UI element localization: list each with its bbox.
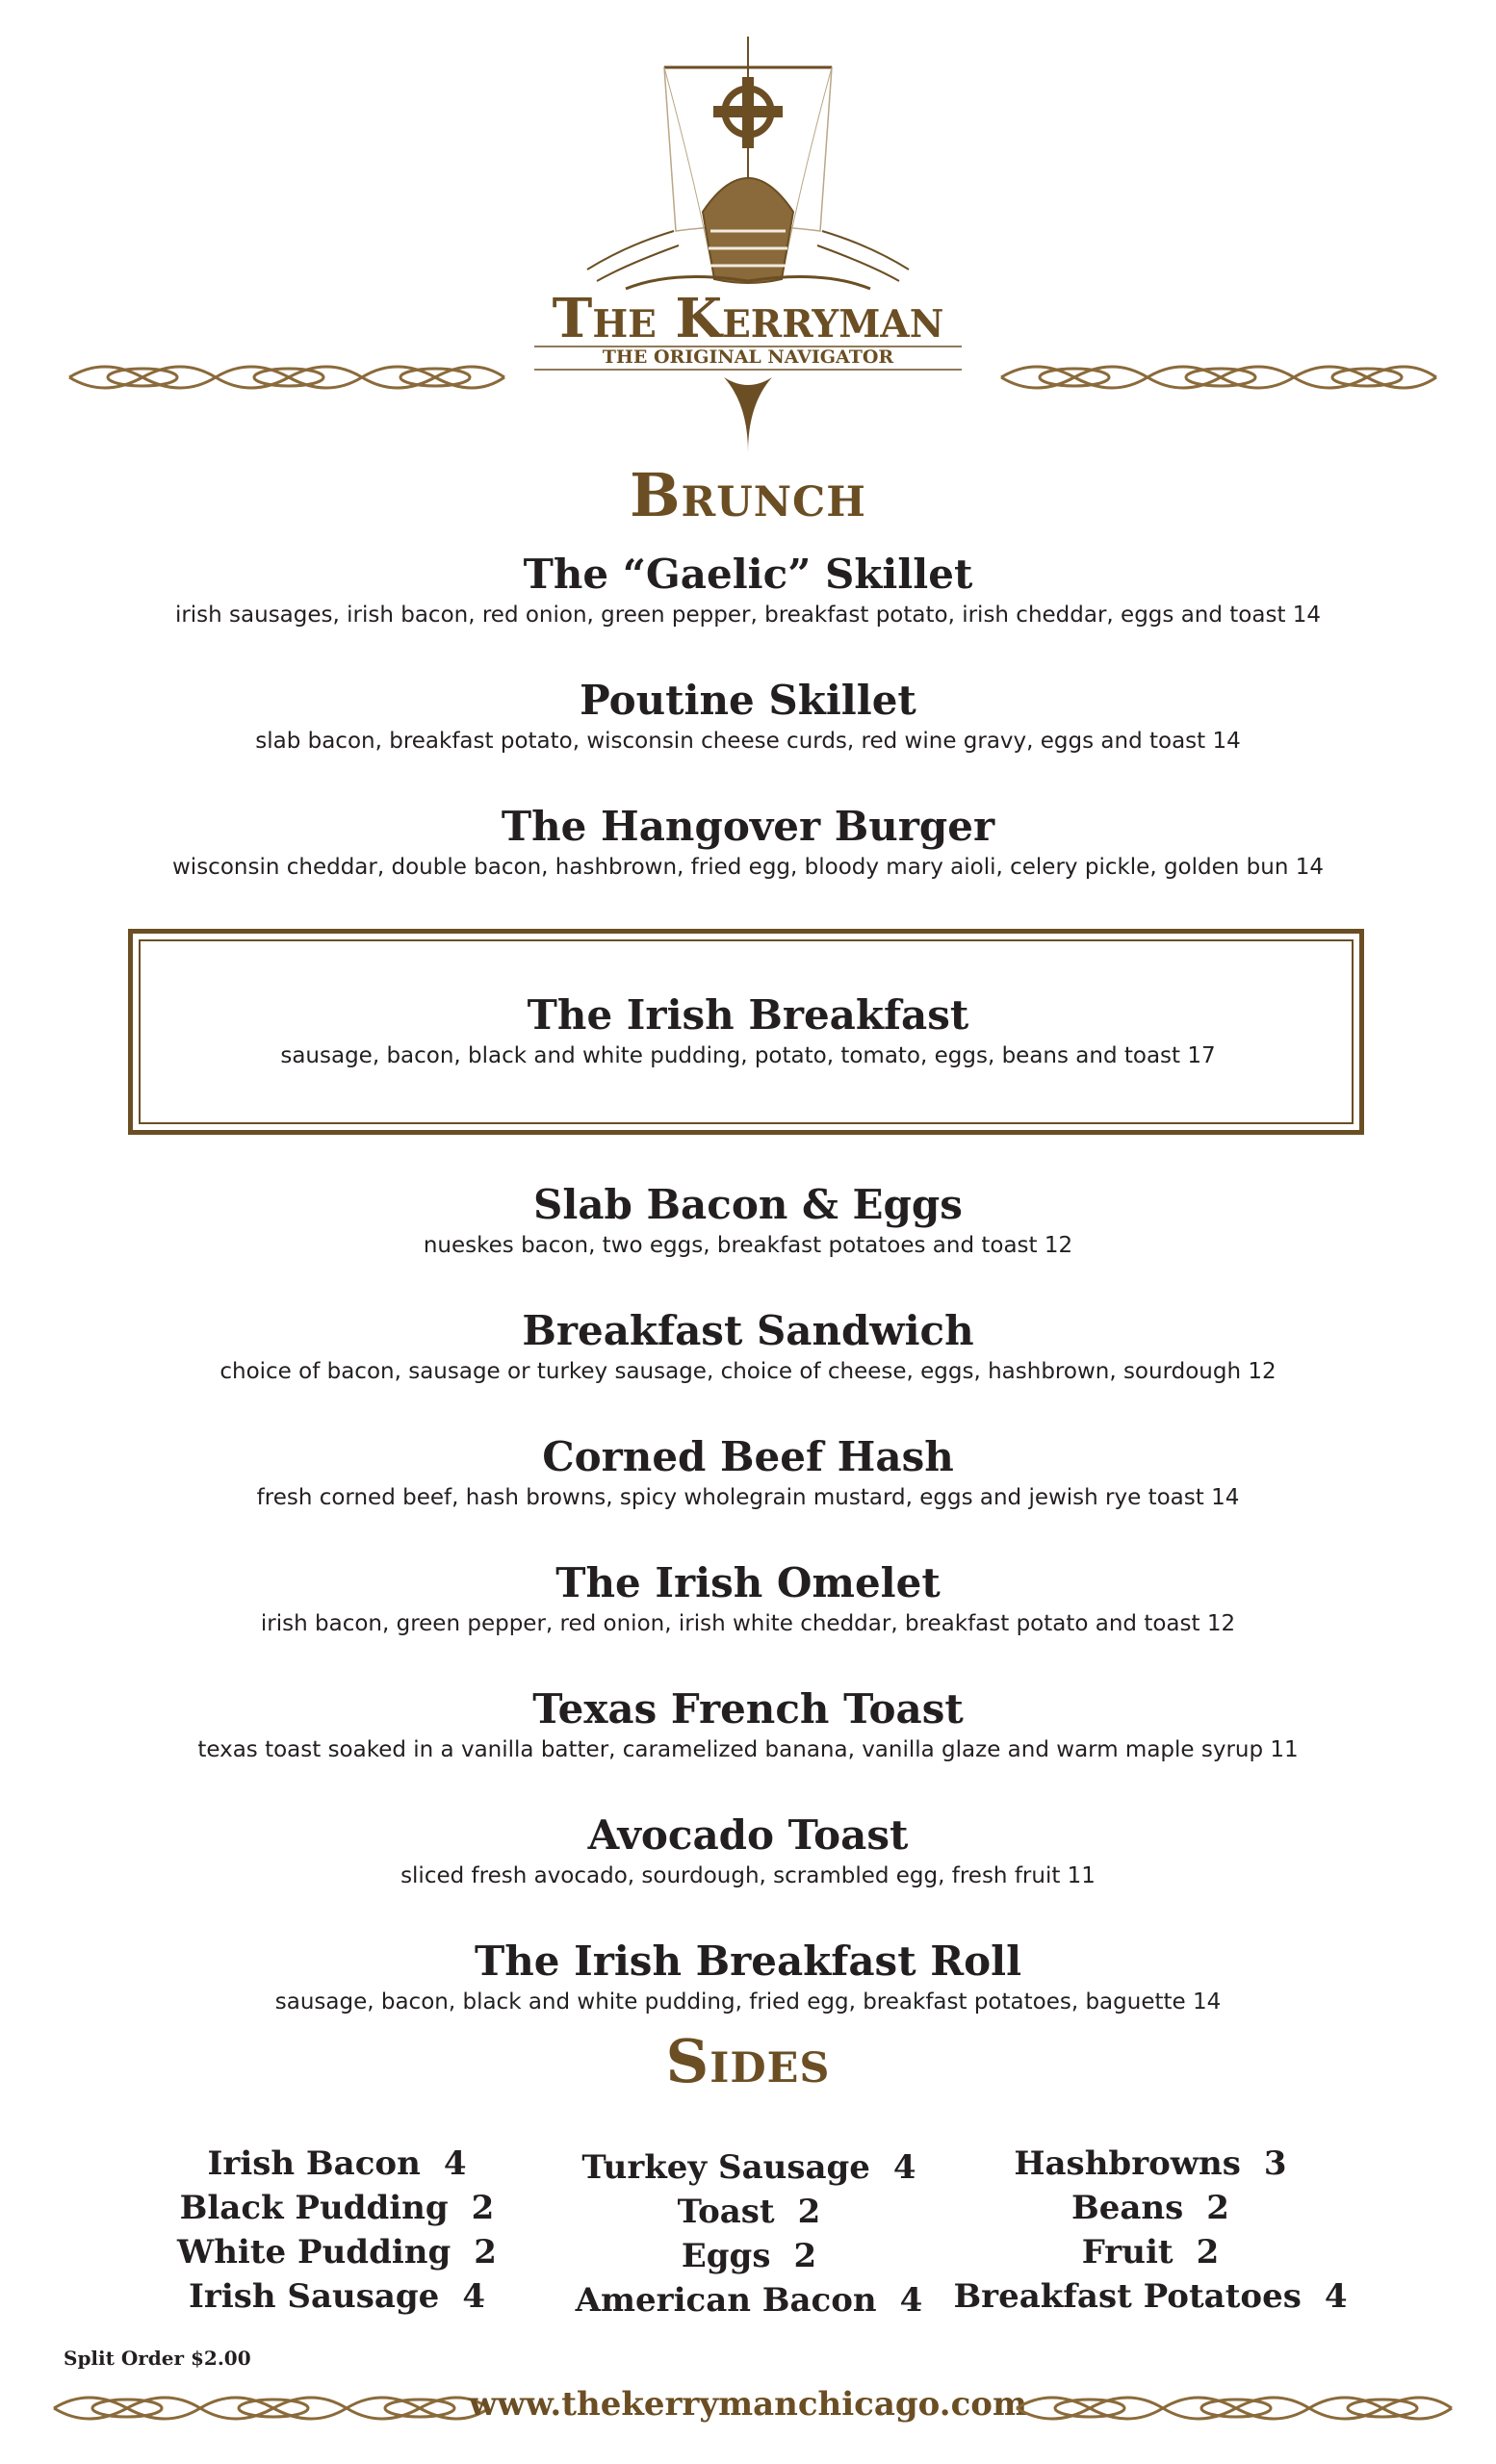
side-item [547, 2190, 951, 2234]
menu-item-name: Texas French Toast [532, 1685, 964, 1732]
celtic-knot-ornament [997, 356, 1440, 398]
split-order-note: Split Order $2.00 [64, 2347, 251, 2370]
side-item-name: Turkey Sausage [581, 2148, 870, 2187]
menu-item [0, 1811, 1496, 1890]
side-item-price: 2 [474, 2233, 497, 2272]
side-item-name: Beans [1071, 2189, 1184, 2227]
side-item [948, 2230, 1353, 2274]
side-item-name: Breakfast Potatoes [953, 2277, 1302, 2316]
side-item-price: 2 [1206, 2189, 1229, 2227]
side-item-price: 2 [797, 2193, 821, 2231]
menu-item [0, 677, 1496, 756]
side-item [948, 2142, 1353, 2186]
menu-item [0, 1938, 1496, 2016]
side-item-name: Irish Bacon [207, 2144, 421, 2183]
logo-tagline: THE ORIGINAL NAVIGATOR [602, 346, 894, 368]
side-item [547, 2278, 951, 2323]
side-item-name: White Pudding [177, 2233, 451, 2272]
menu-item [0, 1433, 1496, 1512]
side-item-price: 4 [462, 2277, 485, 2316]
side-item [135, 2186, 539, 2230]
side-item-name: Black Pudding [179, 2189, 449, 2227]
menu-item [0, 1685, 1496, 1764]
side-item-price: 4 [1324, 2277, 1348, 2316]
menu-item-description: choice of bacon, sausage or turkey sausage, choice of cheese, eggs, hashbrown, sourdough 12 [219, 1359, 1277, 1384]
side-item [948, 2274, 1353, 2319]
celtic-knot-ornament [65, 356, 508, 398]
menu-item-description: slab bacon, breakfast potato, wisconsin cheese curds, red wine gravy, eggs and toast 14 [255, 729, 1241, 754]
brunch-heading: Brunch [630, 460, 866, 530]
side-item-name: Eggs [681, 2237, 771, 2275]
sides-column [547, 2145, 951, 2323]
website-link[interactable]: www.thekerrymanchicago.com [469, 2385, 1027, 2424]
side-item-price: 4 [892, 2148, 916, 2187]
menu-item [0, 1307, 1496, 1386]
side-item-name: Irish Sausage [189, 2277, 440, 2316]
sides-column [135, 2142, 539, 2319]
menu-item-description: sausage, bacon, black and white pudding, potato, tomato, eggs, beans and toast 17 [280, 1043, 1216, 1068]
menu-item-description: sliced fresh avocado, sourdough, scrambled egg, fresh fruit 11 [400, 1863, 1096, 1888]
menu-item-name: The Irish Breakfast [527, 991, 969, 1039]
side-item [135, 2142, 539, 2186]
side-item-name: Fruit [1081, 2233, 1174, 2272]
viking-ship-celtic-cross-icon [587, 37, 909, 289]
menu-item-name: The Irish Omelet [555, 1559, 941, 1606]
menu-item-description: fresh corned beef, hash browns, spicy wholegrain mustard, eggs and jewish rye toast 14 [256, 1485, 1240, 1510]
menu-item-name: Breakfast Sandwich [522, 1307, 974, 1354]
side-item [135, 2274, 539, 2319]
sides-heading: Sides [665, 2026, 831, 2096]
celtic-knot-ornament [1013, 2387, 1456, 2429]
menu-item-name: Slab Bacon & Eggs [533, 1181, 963, 1228]
menu-item [0, 1181, 1496, 1260]
menu-item-name: Poutine Skillet [580, 677, 916, 724]
side-item [948, 2186, 1353, 2230]
side-item [547, 2234, 951, 2278]
side-item-price: 4 [899, 2281, 923, 2320]
menu-item [0, 1559, 1496, 1638]
menu-item-description: texas toast soaked in a vanilla batter, caramelized banana, vanilla glaze and warm maple syrup 11 [197, 1737, 1299, 1762]
side-item-price: 2 [1196, 2233, 1220, 2272]
side-item-name: Toast [677, 2193, 775, 2231]
side-item-price: 3 [1263, 2144, 1287, 2183]
menu-item-description: nueskes bacon, two eggs, breakfast potatoes and toast 12 [423, 1233, 1073, 1258]
menu-item-name: Avocado Toast [587, 1811, 909, 1859]
side-item-price: 2 [471, 2189, 495, 2227]
side-item-name: Hashbrowns [1014, 2144, 1241, 2183]
menu-item-description: irish bacon, green pepper, red onion, irish white cheddar, breakfast potato and toast 12 [260, 1611, 1236, 1636]
menu-item-name: The Hangover Burger [501, 803, 995, 850]
menu-item [0, 551, 1496, 629]
menu-item-description: sausage, bacon, black and white pudding, fried egg, breakfast potatoes, baguette 14 [274, 1989, 1222, 2015]
menu-item-name: The Irish Breakfast Roll [474, 1938, 1022, 1985]
menu-item [0, 803, 1496, 882]
featured-menu-item [0, 991, 1496, 1070]
menu-item-name: Corned Beef Hash [542, 1433, 954, 1480]
side-item-price: 4 [443, 2144, 467, 2183]
side-item [135, 2230, 539, 2274]
side-item [547, 2145, 951, 2190]
logo-wordmark: The Kerryman [552, 287, 944, 350]
side-item-price: 2 [793, 2237, 817, 2275]
side-item-name: American Bacon [575, 2281, 877, 2320]
menu-item-name: The “Gaelic” Skillet [523, 551, 973, 598]
menu-item-description: wisconsin cheddar, double bacon, hashbrown, fried egg, bloody mary aioli, celery pickle, golden bun 14 [172, 855, 1324, 880]
sides-column [948, 2142, 1353, 2319]
menu-item-description: irish sausages, irish bacon, red onion, green pepper, breakfast potato, irish cheddar, eggs and toast 14 [174, 603, 1322, 628]
